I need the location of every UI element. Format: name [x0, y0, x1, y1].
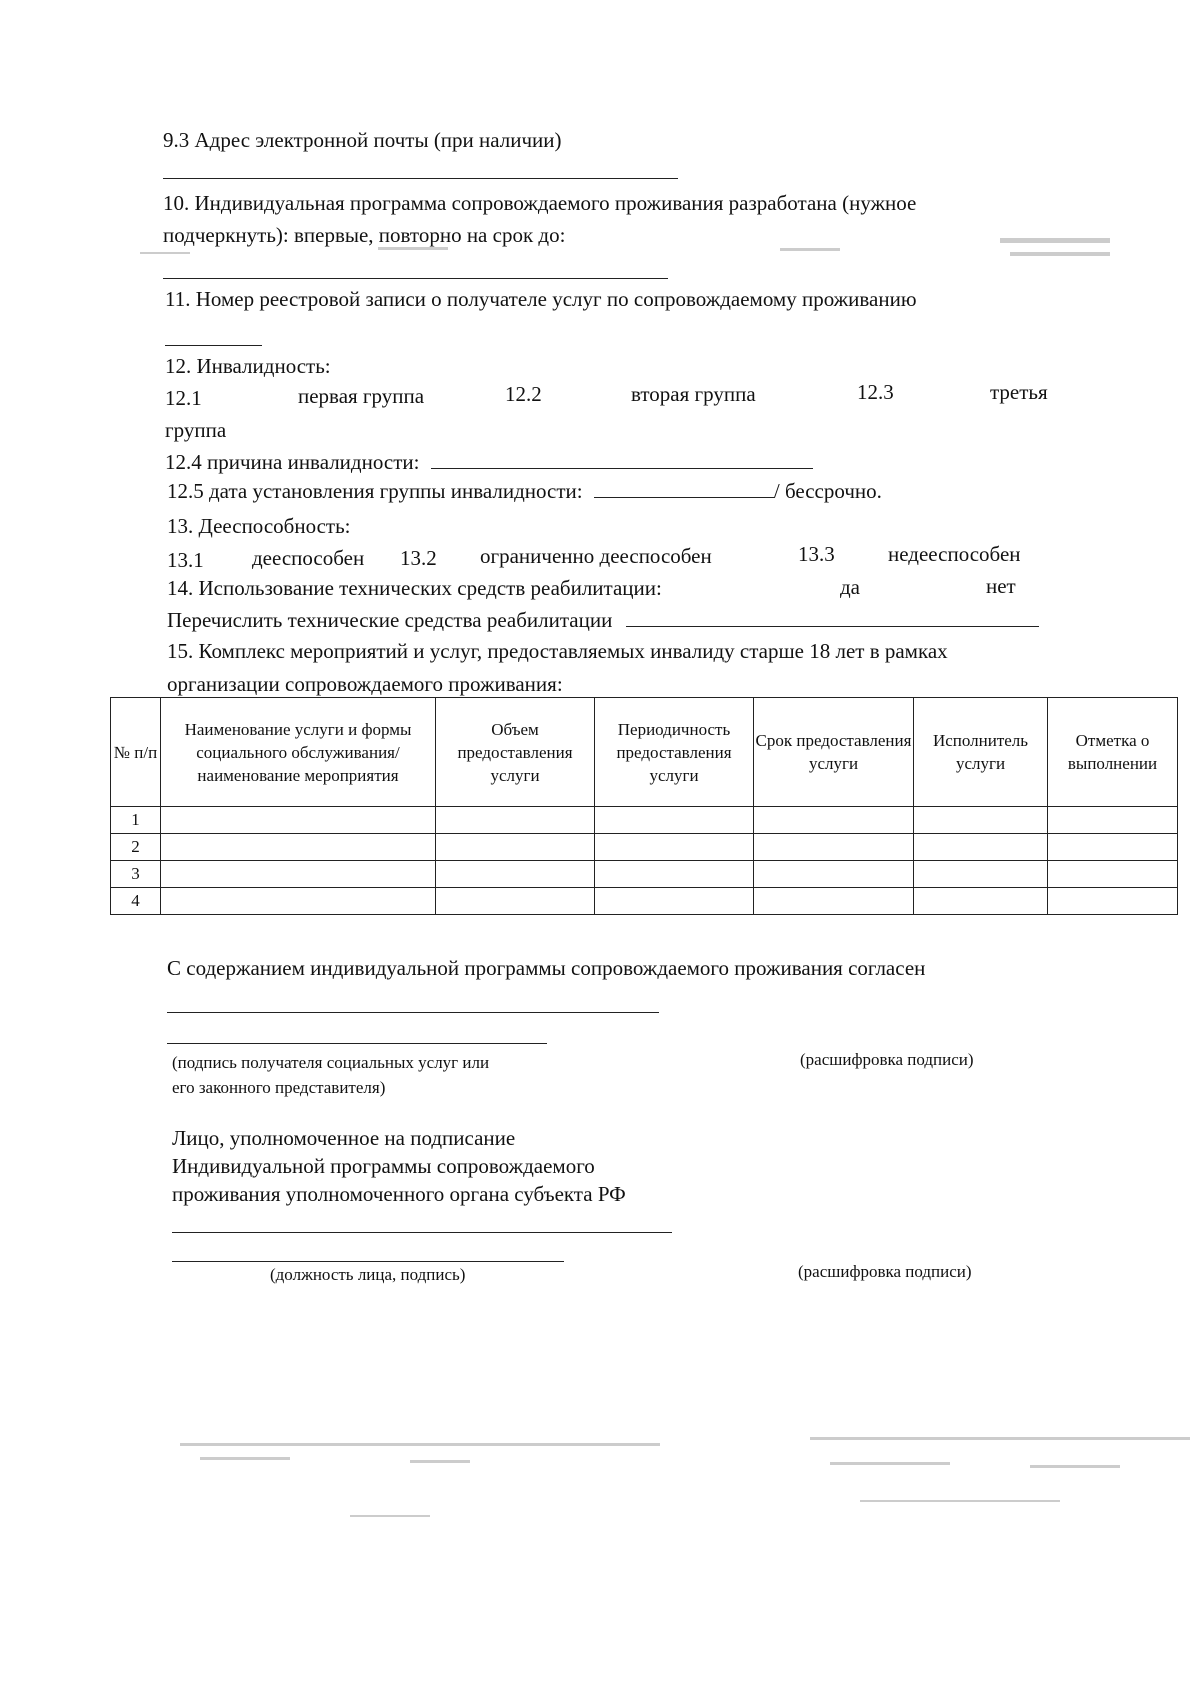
rehab-means-no-option[interactable]: нет: [986, 574, 1016, 598]
col-header-frequency: Периодичность предоставления услуги: [595, 698, 754, 807]
agreement-text: С содержанием индивидуальной программы сопровождаемого проживания согласен: [167, 956, 926, 980]
capacity-1-option[interactable]: дееспособен: [252, 546, 365, 570]
capacity-3-number: 13.3: [798, 542, 835, 566]
authorized-decode-caption: (расшифровка подписи): [798, 1262, 972, 1281]
capacity-1-number: 13.1: [167, 548, 204, 572]
section-15-line2: организации сопровождаемого проживания:: [167, 672, 563, 696]
disability-indefinite-option[interactable]: / бессрочно.: [773, 479, 882, 503]
section-14-label: 14. Использование технических средств реабилитации:: [167, 576, 662, 600]
capacity-3-option[interactable]: недееспособен: [888, 542, 1021, 566]
section-10-line1: 10. Индивидуальная программа сопровождаемого проживания разработана (нужное: [163, 191, 917, 215]
disability-group-3-number: 12.3: [857, 380, 894, 404]
row-number-cell: 3: [111, 861, 161, 888]
disability-group-3-option-line2[interactable]: группа: [165, 418, 227, 442]
authorized-person-line3: проживания уполномоченного органа субъекта РФ: [172, 1182, 626, 1206]
recipient-signature-caption-line2: его законного представителя): [172, 1078, 386, 1097]
capacity-2-number: 13.2: [400, 546, 437, 570]
col-header-service-name: Наименование услуги и формы социального обслуживания/наименование мероприятия: [161, 698, 436, 807]
disability-group-3-option-line1[interactable]: третья: [990, 380, 1048, 404]
disability-group-2-option[interactable]: вторая группа: [631, 382, 756, 406]
capacity-2-option[interactable]: ограниченно дееспособен: [480, 544, 712, 568]
row-number-cell: 2: [111, 834, 161, 861]
section-10-line2: подчеркнуть): впервые, повторно на срок до:: [163, 223, 566, 247]
recipient-signature-caption-line1: (подпись получателя социальных услуг или: [172, 1053, 490, 1072]
row-number-cell: 4: [111, 888, 161, 915]
authorized-person-line2: Индивидуальной программы сопровождаемого: [172, 1154, 595, 1178]
row-number-cell: 1: [111, 807, 161, 834]
disability-group-1-option[interactable]: первая группа: [298, 384, 425, 408]
disability-cause-label: 12.4 причина инвалидности:: [165, 450, 420, 474]
rehab-means-list-label: Перечислить технические средства реабилитации: [167, 608, 613, 632]
authorized-position-signature-caption: (должность лица, подпись): [270, 1265, 466, 1284]
section-11-label: 11. Номер реестровой записи о получателе услуг по сопровождаемому проживанию: [165, 287, 917, 311]
col-header-volume: Объем предоставления услуги: [436, 698, 595, 807]
col-header-term: Срок предоставления услуги: [754, 698, 914, 807]
authorized-person-line1: Лицо, уполномоченное на подписание: [172, 1126, 516, 1150]
col-header-executor: Исполнитель услуги: [914, 698, 1048, 807]
disability-group-1-number: 12.1: [165, 386, 202, 410]
recipient-decode-caption: (расшифровка подписи): [800, 1050, 974, 1069]
disability-date-label: 12.5 дата установления группы инвалидности:: [167, 479, 583, 503]
col-header-number: № п/п: [111, 698, 161, 807]
section-9-3-label: 9.3 Адрес электронной почты (при наличии): [163, 128, 562, 152]
col-header-completion-mark: Отметка о выполнении: [1048, 698, 1178, 807]
section-15-line1: 15. Комплекс мероприятий и услуг, предоставляемых инвалиду старше 18 лет в рамках: [167, 639, 948, 663]
section-12-title: 12. Инвалидность:: [165, 354, 331, 378]
section-13-title: 13. Дееспособность:: [167, 514, 351, 538]
rehab-means-yes-option[interactable]: да: [840, 575, 861, 599]
disability-group-2-number: 12.2: [505, 382, 542, 406]
